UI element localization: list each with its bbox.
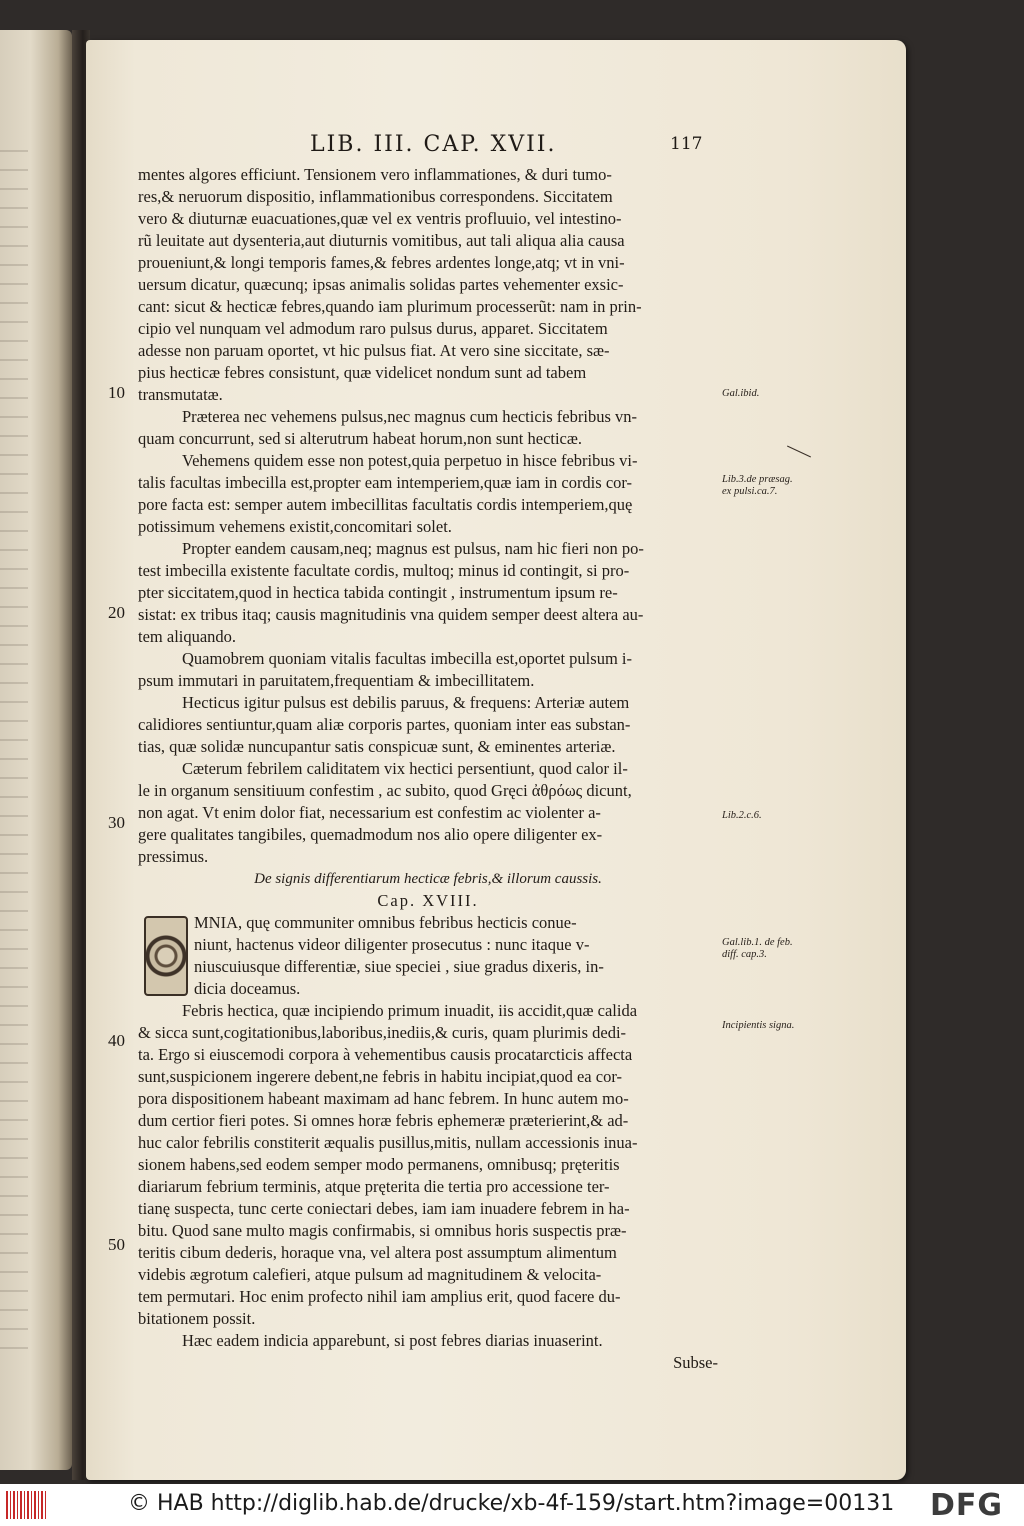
text-line: le in organum sensitiuum confestim , ac subito, quod Gręci ἀθρόως dicunt, [138, 781, 632, 800]
text-line: tem permutari. Hoc enim profecto nihil iam amplius erit, quod facere du- [138, 1287, 621, 1306]
text-line: sionem habens,sed eodem semper modo permanens, omnibusq; pręteritis [138, 1155, 620, 1174]
text-line: videbis ægrotum calefieri, atque pulsum ad magnitudinem & velocita- [138, 1265, 602, 1284]
marginal-note: Gal.ibid. [722, 388, 760, 399]
text-line: Febris hectica, quæ incipiendo primum inuadit, iis accidit,quæ calida [182, 1001, 638, 1020]
chapter-opening [138, 912, 718, 1000]
text-line: diariarum febrium terminis, atque pręterita die tertia pro accessione ter- [138, 1177, 610, 1196]
line-number: 20 [108, 603, 125, 622]
text-line: test imbecilla existente facultate cordis, multoq; minus id contingit, si pro- [138, 561, 630, 580]
text-line: Hecticus igitur pulsus est debilis paruus, & frequens: Arteriæ autem [182, 693, 630, 712]
text-line: pius hecticæ febres consistunt, quæ videlicet nondum sunt ad tabem [138, 363, 587, 382]
running-head: LIB. III. CAP. XVII. [310, 132, 557, 157]
text-line: sunt,suspicionem ingerere debent,ne febris in habitu incipiat,quod ea cor- [138, 1067, 622, 1086]
line-number: 50 [108, 1235, 125, 1254]
text-line: dicia doceamus. [194, 979, 301, 998]
catchword: Subse- [673, 1353, 718, 1372]
text-line: huc calor febrilis constiterit æqualis pusillus,mitis, nullam accessionis inua- [138, 1133, 638, 1152]
text-line: transmutatæ. [138, 385, 223, 404]
line-number: 30 [108, 813, 125, 832]
text-line: pter siccitatem,quod in hectica tabida contingit , instrumentum ipsum re- [138, 583, 618, 602]
text-line: sistat: ex tribus itaq; causis magnitudinis vna quidem semper deest altera au- [138, 605, 644, 624]
facing-page-bleed [0, 150, 28, 1350]
marginal-stroke [787, 446, 811, 458]
text-line: calidiores sentiuntur,quam aliæ corporis partes, quoniam inter eas substan- [138, 715, 631, 734]
text-line: MNIA, quę communiter omnibus febribus hecticis conue- [194, 913, 577, 932]
chapter-heading: Cap. XVIII. [377, 891, 479, 910]
text-line: proueniunt,& longi temporis fames,& febres ardentes longe,atq; vt in vni- [138, 253, 625, 272]
text-line: potissimum vehemens existit,concomitari solet. [138, 517, 452, 536]
decorated-initial-o-icon [144, 916, 188, 996]
text-line: res,& neruorum dispositio, inflammationibus correspondens. Siccitatem [138, 187, 613, 206]
text-line: cipio vel nunquam vel admodum raro pulsus durus, apparet. Siccitatem [138, 319, 608, 338]
text-line: Vehemens quidem esse non potest,quia perpetuo in hisce febribus vi- [182, 451, 638, 470]
text-line: cant: sicut & hecticæ febres,quando iam plurimum processerũt: nam in prin- [138, 297, 642, 316]
text-line: vero & diuturnæ euacuationes,quæ vel ex ventris profluuio, vel intestino- [138, 209, 622, 228]
text-line: quam concurrunt, sed si alterutrum habeat horum,non sunt hecticæ. [138, 429, 583, 448]
text-line: niuscuiusque differentiæ, siue speciei , siue gradus dixeris, in- [194, 957, 604, 976]
source-link[interactable]: © HAB http://diglib.hab.de/drucke/xb-4f-159/start.htm?image=00131 [128, 1491, 895, 1516]
page-number: 117 [670, 134, 703, 154]
text-line: non agat. Vt enim dolor fiat, necessarium est confestim ac violenter a- [138, 803, 601, 822]
marginal-note: Incipientis signa. [722, 1020, 795, 1031]
text-line: psum immutari in paruitatem,frequentiam & imbecillitatem. [138, 671, 535, 690]
line-number: 40 [108, 1031, 125, 1050]
text-line: rũ leuitate aut dysenteria,aut diuturnis vomitibus, aut tali aliqua alia causa [138, 231, 625, 250]
barcode-icon [6, 1491, 48, 1519]
text-line: ta. Ergo si eiuscemodi corpora à vehementibus causis procatarcticis affecta [138, 1045, 633, 1064]
page-header [86, 132, 906, 162]
line-number: 10 [108, 383, 125, 402]
text-line: tianę suspecta, tunc certe coniectari debes, iam iam inuadere febrem in ha- [138, 1199, 630, 1218]
text-line: gere qualitates tangibiles, quemadmodum nos alio opere diligenter ex- [138, 825, 603, 844]
marginal-note: Gal.lib.1. de feb. diff. cap.3. [722, 937, 793, 960]
dfg-logo: DFG [930, 1488, 1004, 1523]
text-line: Præterea nec vehemens pulsus,nec magnus cum hecticis febribus vn- [182, 407, 637, 426]
page-body [138, 164, 718, 1374]
text-line: tem aliquando. [138, 627, 237, 646]
viewer-footer [0, 1484, 1024, 1526]
text-line: mentes algores efficiunt. Tensionem vero inflammationes, & duri tumo- [138, 165, 612, 184]
text-line: niunt, hactenus videor diligenter prosecutus : nunc itaque v- [194, 935, 590, 954]
text-line: & sicca sunt,cogitationibus,laboribus,inediis,& curis, quam plurimis dedi- [138, 1023, 627, 1042]
section-subtitle: De signis differentiarum hecticæ febris,& illorum caussis. [254, 871, 602, 887]
marginal-note: Lib.2.c.6. [722, 810, 762, 821]
text-line: teritis cibum dederis, horaque vna, vel altera post assumptum alimentum [138, 1243, 617, 1262]
text-line: talis facultas imbecilla est,propter eam intemperiem,quæ iam in cordis cor- [138, 473, 633, 492]
book-page [86, 40, 906, 1480]
marginal-note: Lib.3.de præsag. ex pulsi.ca.7. [722, 474, 793, 497]
text-line: pora dispositionem habeant maximam ad hanc febrem. In hunc autem mo- [138, 1089, 629, 1108]
text-line: Cæterum febrilem caliditatem vix hectici persentiunt, quod calor il- [182, 759, 628, 778]
facing-page-edge [0, 30, 72, 1470]
text-line: bitationem possit. [138, 1309, 256, 1328]
text-line: adesse non paruam oportet, vt hic pulsus fiat. At vero sine siccitate, sæ- [138, 341, 610, 360]
text-line: pressimus. [138, 847, 209, 866]
text-line: Quamobrem quoniam vitalis facultas imbecilla est,oportet pulsum i- [182, 649, 632, 668]
text-line: Propter eandem causam,neq; magnus est pulsus, nam hic fieri non po- [182, 539, 644, 558]
text-line: tias, quæ solidæ nuncupantur satis conspicuæ sunt, & eminentes arteriæ. [138, 737, 616, 756]
text-line: Hæc eadem indicia apparebunt, si post febres diarias inuaserint. [182, 1331, 603, 1350]
text-line: uersum dicatur, quæcunq; ipsas animalis solidas partes vehementer exsic- [138, 275, 624, 294]
text-line: dum certior fieri potes. Si omnes horæ febris ephemeræ præterierint,& ad- [138, 1111, 629, 1130]
text-line: pore facta est: semper autem imbecillitas facultatis cordis intemperiem,quę [138, 495, 633, 514]
text-line: bitu. Quod sane multo magis confirmabis, si omnibus horis suspectis præ- [138, 1221, 627, 1240]
